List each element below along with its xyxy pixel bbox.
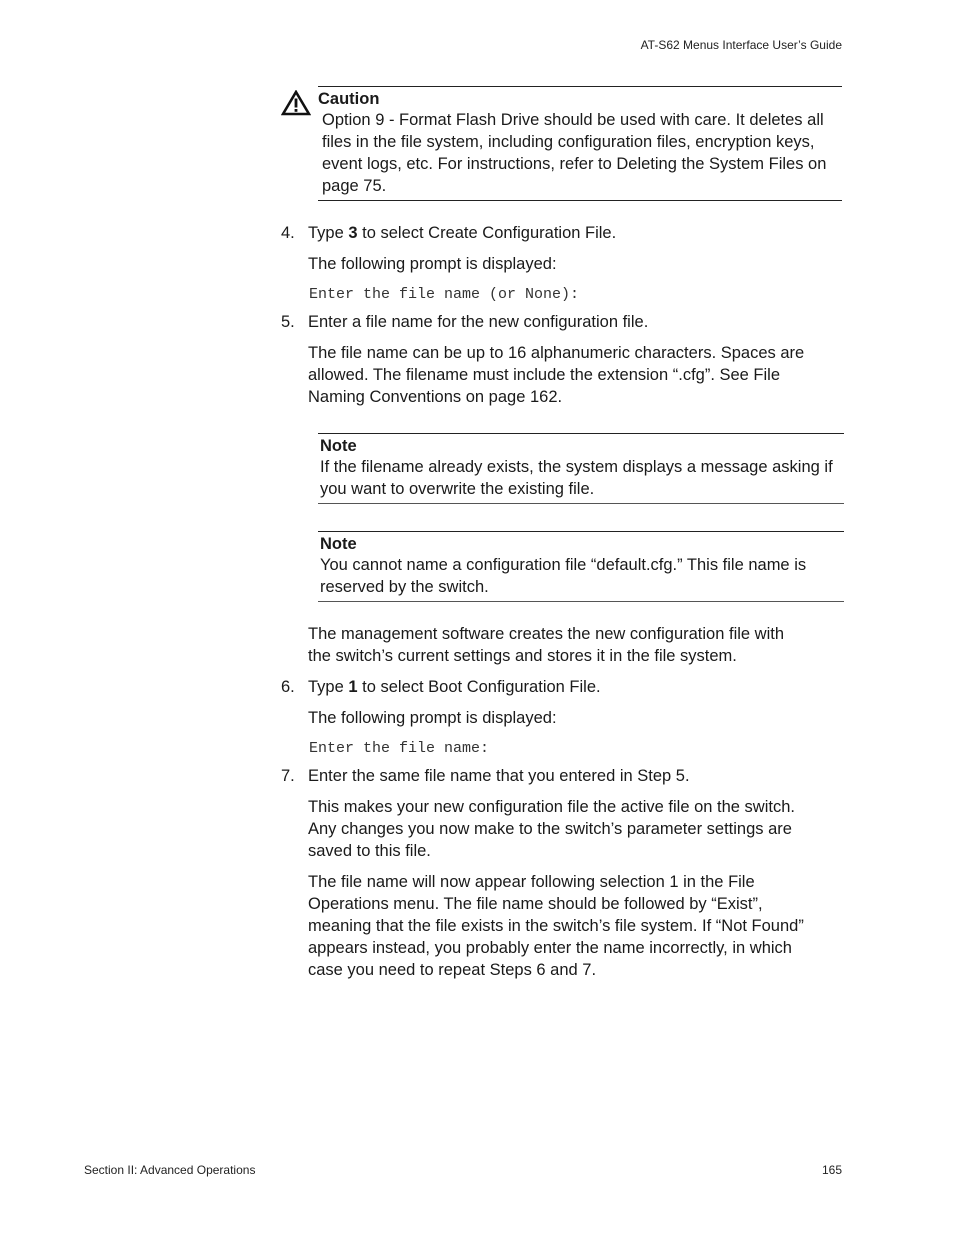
step-text: Enter a file name for the new configuration file. [308, 313, 649, 331]
step-key: 3 [348, 224, 358, 242]
prompt-intro-2: The following prompt is displayed: [308, 709, 557, 727]
caution-text: Option 9 - Format Flash Drive should be used with care. It deletes all files in the file system, including configuration files, encryption keys, event logs, etc. For instructions, refer to Deleting the System Files on page 75. [322, 111, 827, 195]
step-5 [281, 311, 841, 333]
running-header: AT-S62 Menus Interface User’s Guide [640, 38, 842, 52]
prompt-intro-1: The following prompt is displayed: [308, 255, 557, 273]
note-box-1 [318, 433, 844, 504]
step-number: 6. [281, 678, 295, 696]
step-number: 5. [281, 313, 295, 331]
caution-box [318, 86, 842, 201]
note-text: If the filename already exists, the system displays a message asking if you want to overwrite the existing file. [320, 458, 833, 498]
step-text-end: to select Boot Configuration File. [357, 678, 601, 696]
note-title: Note [320, 535, 357, 553]
prompt-text-2: Enter the file name: [309, 740, 490, 757]
note-box-2 [318, 531, 844, 602]
note-title: Note [320, 437, 357, 455]
step-text: Type [308, 678, 349, 696]
file-name-status-paragraph: The file name will now appear following selection 1 in the File Operations menu. The file name should be followed by “Exist”, meaning that the file exists in the switch’s file system. If “Not Found” appears instead, you probably enter the name incorrectly, in which case you need to repeat Steps 6 and 7. [308, 873, 804, 979]
caution-title: Caution [318, 90, 380, 108]
step-text-end: to select Create Configuration File. [357, 224, 617, 242]
step-7 [281, 765, 841, 787]
page-number: 165 [821, 1163, 842, 1177]
management-paragraph: The management software creates the new configuration file with the switch’s current settings and stores it in the file system. [308, 625, 785, 665]
prompt-text-1: Enter the file name (or None): [309, 286, 580, 303]
warning-triangle-icon [281, 90, 311, 116]
step-text: Type [308, 224, 349, 242]
step-text: Enter the same file name that you entered in Step 5. [308, 767, 690, 785]
step-6 [281, 676, 841, 698]
step-key: 1 [348, 678, 358, 696]
filename-rules-paragraph: The file name can be up to 16 alphanumeric characters. Spaces are allowed. The filename must include the extension “.cfg”. See File Naming Conventions on page 162. [308, 344, 805, 406]
step-number: 7. [281, 767, 295, 785]
active-file-paragraph: This makes your new configuration file the active file on the switch. Any changes you now make to the switch’s parameter settings are saved to this file. [308, 798, 795, 860]
step-number: 4. [281, 224, 295, 242]
footer-section: Section II: Advanced Operations [84, 1163, 256, 1177]
step-4 [281, 222, 841, 244]
note-text: You cannot name a configuration file “default.cfg.” This file name is reserved by the switch. [320, 556, 807, 596]
